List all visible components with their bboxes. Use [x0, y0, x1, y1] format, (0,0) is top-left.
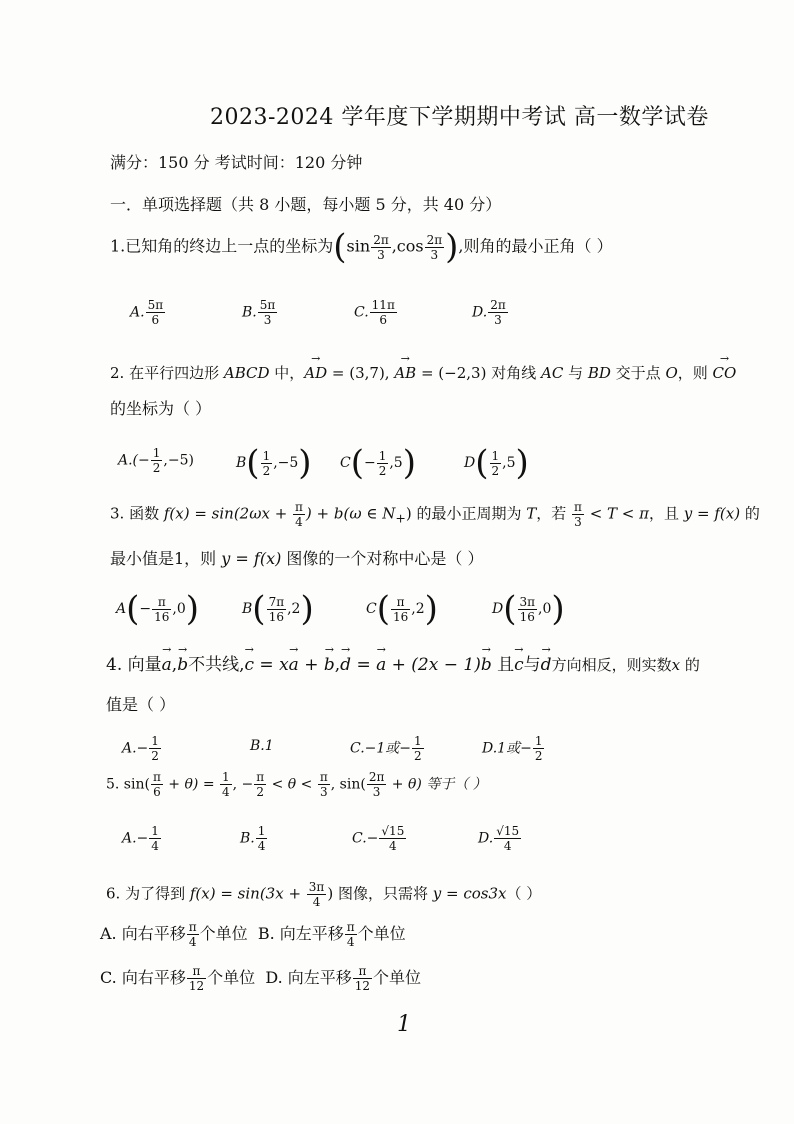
- option-label: B: [242, 601, 253, 617]
- q3-text: 图像的一个对称中心是（ ）: [281, 549, 484, 568]
- denominator: 4: [188, 935, 197, 949]
- q3-y: y = f(x): [683, 504, 741, 523]
- option-label: D.: [472, 304, 488, 321]
- q2-ad-value: = (3,7),: [327, 364, 395, 382]
- q6-text: 6. 为了得到: [106, 884, 190, 903]
- option-text: C. 向右平移: [100, 968, 186, 987]
- q3-period: T: [526, 504, 537, 523]
- option-label: D: [492, 601, 504, 617]
- vector-b: → b: [177, 655, 188, 675]
- q6-fraction: [307, 880, 327, 909]
- numerator: 1: [414, 734, 422, 748]
- option-tail: ,−5): [163, 452, 194, 469]
- question-6: [106, 880, 541, 909]
- option-tail: ,5: [502, 455, 516, 471]
- numerator: 1: [151, 824, 159, 838]
- q5-text: + θ) 等于（ ）: [387, 776, 487, 793]
- option-label: A.−: [122, 830, 149, 847]
- vector-c: → c: [514, 655, 524, 675]
- vector-co: → CO: [713, 364, 737, 382]
- page-number-mark: 1: [397, 1012, 411, 1037]
- q6-option-c: [100, 964, 256, 993]
- q4-equation: =: [351, 655, 377, 675]
- option-label: C.−1或−: [350, 740, 412, 757]
- option-text: B. 向左平移: [257, 924, 344, 943]
- option-text: 个单位: [373, 968, 422, 987]
- option-text: D. 向左平移: [265, 968, 352, 987]
- q4-equation: +: [298, 655, 324, 675]
- numerator: π: [346, 920, 355, 934]
- q1-sin-fraction: [371, 233, 391, 262]
- q1-option-a: [130, 298, 166, 327]
- denominator: 6: [153, 785, 161, 799]
- option-fraction: [267, 595, 287, 624]
- option-label: A.: [130, 304, 145, 321]
- right-paren: ): [445, 227, 459, 267]
- q5-text: < θ <: [267, 776, 317, 793]
- q3-text: 的: [740, 504, 760, 523]
- q3-text: ，若: [536, 504, 572, 523]
- q1-cos-fraction: [425, 233, 445, 262]
- q3-option-a: A(− $\frac{\pi}{16}$ ,0): [116, 589, 200, 629]
- option-tail: ,0: [538, 601, 552, 617]
- question-4: [106, 650, 700, 675]
- q4-text: 不共线,: [188, 655, 245, 675]
- vector-d: → d: [541, 655, 552, 675]
- numerator: 5π: [259, 298, 276, 312]
- denominator: 4: [295, 515, 303, 529]
- q3-inequality: < T < π: [584, 504, 649, 523]
- q2-line2: 的坐标为（ ）: [110, 399, 212, 418]
- q5-option-a: [122, 824, 162, 853]
- option-sign: −: [139, 601, 152, 617]
- q5-text: , −: [232, 776, 254, 793]
- numerator: π: [188, 920, 197, 934]
- numerator: π: [152, 595, 171, 610]
- denominator: 16: [268, 609, 284, 624]
- denominator: 4: [222, 785, 230, 799]
- q1-option-c: [354, 298, 398, 327]
- denominator: 3: [430, 247, 439, 262]
- option-fraction: [261, 449, 273, 478]
- option-text: 个单位: [199, 924, 248, 943]
- denominator: 3: [377, 247, 385, 262]
- option-label: C.−: [352, 830, 379, 847]
- option-fraction: [256, 824, 268, 853]
- option-fraction: [377, 449, 389, 478]
- option-label: C.: [354, 304, 369, 321]
- denominator: 3: [574, 515, 582, 529]
- q4-equation: = x: [254, 655, 289, 675]
- numerator: π: [391, 595, 410, 610]
- q4-option-d: [482, 734, 545, 763]
- option-fraction: [518, 595, 538, 624]
- numerator: √15: [496, 824, 520, 838]
- numerator: 1: [534, 734, 543, 748]
- numerator: 5π: [147, 298, 164, 312]
- denominator: 4: [389, 839, 397, 853]
- q6-option-d: [265, 964, 422, 993]
- numerator: 3π: [519, 594, 536, 609]
- numerator: 7π: [268, 594, 285, 609]
- option-label: C: [340, 455, 351, 471]
- numerator: π: [295, 500, 303, 514]
- option-fraction: [151, 446, 163, 475]
- numerator: π: [353, 964, 372, 979]
- option-fraction: [379, 824, 406, 853]
- q5-option-b: [240, 824, 268, 853]
- q4-option-b: [250, 738, 274, 754]
- q3-function: ): [405, 504, 412, 523]
- denominator: 2: [414, 749, 422, 763]
- option-label: C: [366, 601, 377, 617]
- q2-ac: AC: [540, 364, 564, 382]
- option-tail: ,2: [287, 601, 301, 617]
- option-label: B: [236, 455, 247, 471]
- option-fraction: [391, 595, 410, 624]
- option-fraction: [146, 298, 166, 327]
- denominator: 4: [346, 935, 355, 949]
- q1-option-b: [242, 298, 278, 327]
- q6-text: （ ）: [506, 884, 542, 903]
- q2-abcd: ABCD: [223, 364, 270, 382]
- question-3: [110, 500, 760, 529]
- q2-text: 中，: [269, 364, 305, 382]
- option-fraction: [353, 964, 372, 993]
- q4-line2: 值是（ ）: [106, 695, 176, 714]
- numerator: π: [319, 770, 328, 784]
- vector-a: → a: [289, 655, 299, 675]
- q3-text: ，且: [649, 504, 684, 523]
- option-sign: −: [363, 455, 376, 471]
- denominator: 12: [188, 979, 205, 993]
- option-text: 个单位: [207, 968, 256, 987]
- numerator: 1: [222, 770, 230, 784]
- vector-b: → b: [324, 655, 335, 675]
- q1-suffix: ,则角的最小正角（ ）: [458, 236, 613, 256]
- numerator: π: [152, 770, 161, 784]
- vector-a: → a: [376, 655, 386, 675]
- option-tail: ,5: [389, 455, 403, 471]
- denominator: 4: [257, 839, 266, 853]
- numerator: 1: [378, 448, 387, 463]
- q4-option-c: [350, 734, 425, 763]
- denominator: 2: [378, 463, 387, 478]
- denominator: 16: [519, 609, 535, 624]
- q4-text: 与: [523, 655, 541, 675]
- q2-text: 交于点: [610, 364, 666, 382]
- q5-fraction: [151, 770, 163, 799]
- question-2: [110, 362, 736, 383]
- question-5: [106, 770, 487, 799]
- numerator: 1: [151, 734, 159, 748]
- q3-option-d: D( $\frac{3\pi}{16}$ ,0): [492, 589, 565, 629]
- option-fraction: [149, 824, 161, 853]
- exam-title: 2023-2024 学年度下学期期中考试 高一数学试卷: [210, 105, 709, 130]
- option-fraction: [187, 964, 206, 993]
- q2-point-o: O: [665, 364, 678, 382]
- left-paren: (: [333, 227, 347, 267]
- denominator: 4: [151, 839, 159, 853]
- option-fraction: [149, 734, 161, 763]
- denominator: 2: [152, 461, 161, 475]
- denominator: 2: [151, 749, 159, 763]
- numerator: 1: [257, 824, 266, 838]
- denominator: 4: [503, 839, 512, 853]
- q6-text: 图像，只需将: [333, 884, 433, 903]
- q5-text: 5. sin(: [106, 776, 150, 793]
- option-label: A.(−: [118, 452, 150, 469]
- q6-option-a: [100, 920, 248, 949]
- q4-text: 向量: [127, 655, 162, 675]
- q5-option-c: [352, 824, 407, 853]
- q2-option-c: C(− $\frac{1}{2}$ ,5): [340, 443, 416, 483]
- q1-cos: ,cos: [391, 236, 424, 256]
- numerator: π: [574, 500, 582, 514]
- numerator: 2π: [426, 232, 443, 247]
- vector-ad: → AD: [304, 364, 327, 382]
- q3-text: 最小值是1，则: [110, 549, 222, 568]
- q4-text: ,: [171, 655, 178, 675]
- q1-sin: sin: [346, 236, 371, 256]
- q3-function: f(x) = sin(2ωx +: [163, 504, 293, 523]
- q3-line2: [110, 546, 484, 569]
- q3-ineq-fraction: [572, 500, 584, 529]
- q2-text: ，则: [677, 364, 713, 382]
- q2-option-b: B( $\frac{1}{2}$ ,−5): [236, 443, 312, 483]
- exam-meta: 满分：150 分 考试时间：120 分钟: [110, 153, 363, 172]
- option-label: D.1或−: [482, 740, 532, 757]
- option-label: D.: [478, 830, 494, 847]
- option-fraction: [490, 449, 502, 478]
- q4-text: 的: [680, 656, 700, 674]
- option-label: A: [116, 601, 127, 617]
- q5-fraction: [318, 770, 330, 799]
- numerator: 1: [152, 446, 161, 460]
- q2-option-d: D( $\frac{1}{2}$ ,5): [464, 443, 529, 483]
- q1-prefix: 1.已知角的终边上一点的坐标为: [110, 236, 334, 256]
- denominator: 6: [151, 313, 160, 327]
- option-fraction: [345, 920, 357, 949]
- q2-ab-value: = (−2,3): [416, 364, 487, 382]
- vector-c: → c: [244, 655, 254, 675]
- q6-option-b: [257, 920, 406, 949]
- option-fraction: [370, 298, 397, 327]
- q2-option-a: [118, 446, 194, 475]
- numerator: 1: [491, 448, 500, 463]
- q4-text: 且: [491, 655, 515, 675]
- q5-fraction: [367, 770, 387, 799]
- q2-text: 与: [563, 364, 588, 382]
- vector-d: → d: [340, 655, 351, 675]
- numerator: √15: [381, 824, 405, 838]
- q2-text: 对角线: [486, 364, 541, 382]
- vector-ab: → AB: [394, 364, 416, 382]
- q6-y: y = cos3x: [432, 884, 507, 903]
- q3-fraction: [293, 500, 305, 529]
- q3-option-b: B( $\frac{7\pi}{16}$ ,2): [242, 589, 314, 629]
- option-label: B.: [242, 304, 257, 321]
- vector-a: → a: [162, 655, 172, 675]
- option-tail: ,0: [172, 601, 186, 617]
- q3-text: 的最小正周期为: [411, 504, 527, 523]
- numerator: π: [256, 770, 265, 784]
- section-heading: 一．单项选择题（共 8 小题，每小题 5 分，共 40 分）: [110, 195, 502, 214]
- q4-number: 4.: [106, 655, 123, 675]
- numerator: 2π: [490, 298, 506, 312]
- denominator: 16: [154, 609, 170, 624]
- q2-text: 2. 在平行四边形: [110, 364, 224, 382]
- q3-text: 3. 函数: [110, 504, 164, 523]
- option-text: A. 向右平移: [100, 924, 186, 943]
- option-fraction: [494, 824, 521, 853]
- numerator: 2π: [368, 770, 385, 784]
- option-tail: ,2: [411, 601, 425, 617]
- q3-option-c: C( $\frac{\pi}{16}$ ,2): [366, 589, 438, 629]
- q5-text: , sin(: [330, 776, 366, 793]
- option-fraction: [258, 298, 278, 327]
- q6-function: f(x) = sin(3x +: [189, 884, 306, 903]
- q5-fraction: [220, 770, 232, 799]
- denominator: 2: [534, 749, 543, 763]
- q5-fraction: [254, 770, 266, 799]
- option-fraction: [187, 920, 199, 949]
- denominator: 3: [320, 785, 328, 799]
- q6-function: ): [327, 884, 334, 903]
- denominator: 2: [262, 463, 271, 478]
- q4-text: ,: [334, 655, 341, 675]
- denominator: 3: [263, 313, 272, 327]
- option-fraction: [412, 734, 424, 763]
- denominator: 2: [491, 463, 500, 478]
- denominator: 3: [372, 785, 381, 799]
- option-label: A.−: [122, 740, 149, 757]
- q3-function: ) + b(ω ∈ N: [305, 504, 396, 523]
- q4-equation: + (2x − 1): [386, 655, 481, 675]
- denominator: 2: [256, 785, 265, 799]
- q3-subscript: +: [395, 510, 406, 526]
- option-text: 个单位: [357, 924, 406, 943]
- denominator: 6: [379, 313, 388, 327]
- vector-b: → b: [481, 655, 492, 675]
- option-tail: ,−5: [273, 455, 299, 471]
- numerator: 2π: [373, 232, 389, 247]
- q4-text: 方向相反，则实数: [551, 656, 672, 674]
- option-fraction: [152, 595, 171, 624]
- denominator: 16: [392, 609, 409, 624]
- q2-bd: BD: [587, 364, 611, 382]
- q1-option-d: [472, 298, 509, 327]
- numerator: 11π: [371, 298, 395, 312]
- q4-option-a: [122, 734, 162, 763]
- denominator: 12: [354, 979, 371, 993]
- q3-y: y = f(x): [221, 549, 282, 568]
- option-label: B.1: [250, 738, 274, 754]
- q5-option-d: [478, 824, 522, 853]
- q5-text: + θ) =: [163, 776, 219, 793]
- q6-options-row-1: [100, 920, 406, 949]
- option-label: D: [464, 455, 476, 471]
- denominator: 3: [494, 313, 502, 327]
- q6-options-row-2: [100, 964, 421, 993]
- numerator: π: [187, 964, 206, 979]
- denominator: 4: [312, 895, 321, 909]
- numerator: 1: [262, 448, 271, 463]
- question-1: [110, 227, 613, 267]
- numerator: 3π: [308, 880, 325, 894]
- q4-x: x: [671, 656, 681, 674]
- option-fraction: [533, 734, 545, 763]
- option-fraction: [488, 298, 508, 327]
- option-label: B.: [240, 830, 255, 847]
